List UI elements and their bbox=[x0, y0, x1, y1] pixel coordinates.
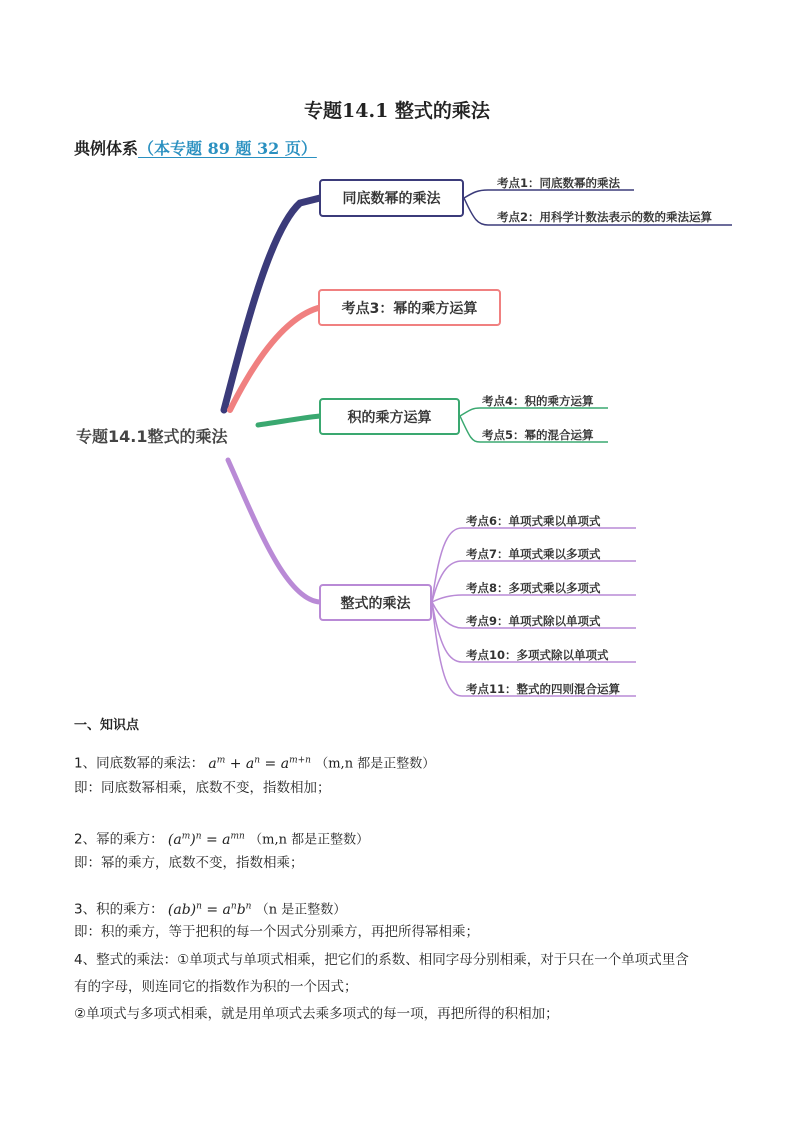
knowledge-item-1 bbox=[74, 750, 435, 775]
knowledge-heading: 一、知识点 bbox=[74, 718, 140, 733]
leaf-item[interactable]: 考点4：积的乘方运算 bbox=[482, 394, 594, 408]
subtitle-prefix: 典例体系 bbox=[74, 139, 139, 158]
subtitle-link[interactable]: （本专题 89 题 32 页） bbox=[138, 139, 317, 158]
page-title: 专题14.1 整式的乘法 bbox=[304, 100, 490, 122]
knowledge-explain-3: 即：积的乘方，等于把积的每一个因式分别乘方，再把所得幂相乘； bbox=[74, 924, 479, 940]
knowledge-item-4-line2: 有的字母，则连同它的指数作为积的一个因式； bbox=[74, 979, 358, 995]
item-label: 1、同底数幂的乘法： bbox=[74, 755, 205, 772]
branch-node-4[interactable]: 整式的乘法 bbox=[319, 584, 432, 621]
knowledge-item-2 bbox=[74, 826, 369, 851]
knowledge-item-4-line1: 4、整式的乘法：①单项式与单项式相乘，把它们的系数、相同字母分别相乘，对于只在一个单项式里含 bbox=[74, 952, 689, 968]
leaf-item[interactable]: 考点6：单项式乘以单项式 bbox=[466, 514, 601, 528]
leaf-item[interactable]: 考点7：单项式乘以多项式 bbox=[466, 547, 601, 561]
leaf-item[interactable]: 考点9：单项式除以单项式 bbox=[466, 614, 601, 628]
knowledge-item-4-line3: ②单项式与多项式相乘，就是用单项式去乘多项式的每一项，再把所得的积相加； bbox=[74, 1006, 559, 1022]
item-note: （m,n 都是正整数） bbox=[249, 832, 370, 848]
leaf-item[interactable]: 考点10：多项式除以单项式 bbox=[466, 648, 609, 662]
leaf-item[interactable]: 考点2：用科学计数法表示的数的乘法运算 bbox=[497, 210, 712, 224]
knowledge-explain-2: 即：幂的乘方，底数不变，指数相乘； bbox=[74, 855, 304, 871]
item-note: （n 是正整数） bbox=[255, 902, 347, 918]
branch-node-2[interactable]: 考点3：幂的乘方运算 bbox=[318, 289, 501, 326]
item-label: 3、积的乘方： bbox=[74, 901, 164, 918]
branch-node-3[interactable]: 积的乘方运算 bbox=[319, 398, 460, 435]
item-note: （m,n 都是正整数） bbox=[315, 756, 436, 772]
knowledge-explain-1: 即：同底数幂相乘，底数不变，指数相加； bbox=[74, 780, 331, 796]
branch-node-1[interactable]: 同底数幂的乘法 bbox=[319, 179, 464, 217]
formula-power-of-power: $(a^m)^n = a^{mn}$ bbox=[167, 831, 245, 848]
leaf-item[interactable]: 考点1：同底数幂的乘法 bbox=[497, 176, 621, 190]
leaf-item[interactable]: 考点5：幂的混合运算 bbox=[482, 428, 594, 442]
leaf-item[interactable]: 考点8：多项式乘以多项式 bbox=[466, 581, 601, 595]
formula-power-of-product: $(ab)^n = a^nb^n$ bbox=[167, 901, 252, 918]
knowledge-item-3 bbox=[74, 896, 346, 921]
item-label: 2、幂的乘方： bbox=[74, 831, 164, 848]
formula-product-same-base: $a^m + a^n = a^{m+n}$ bbox=[208, 755, 311, 772]
leaf-item[interactable]: 考点11：整式的四则混合运算 bbox=[466, 682, 621, 696]
mindmap-root: 专题14.1整式的乘法 bbox=[76, 427, 228, 446]
